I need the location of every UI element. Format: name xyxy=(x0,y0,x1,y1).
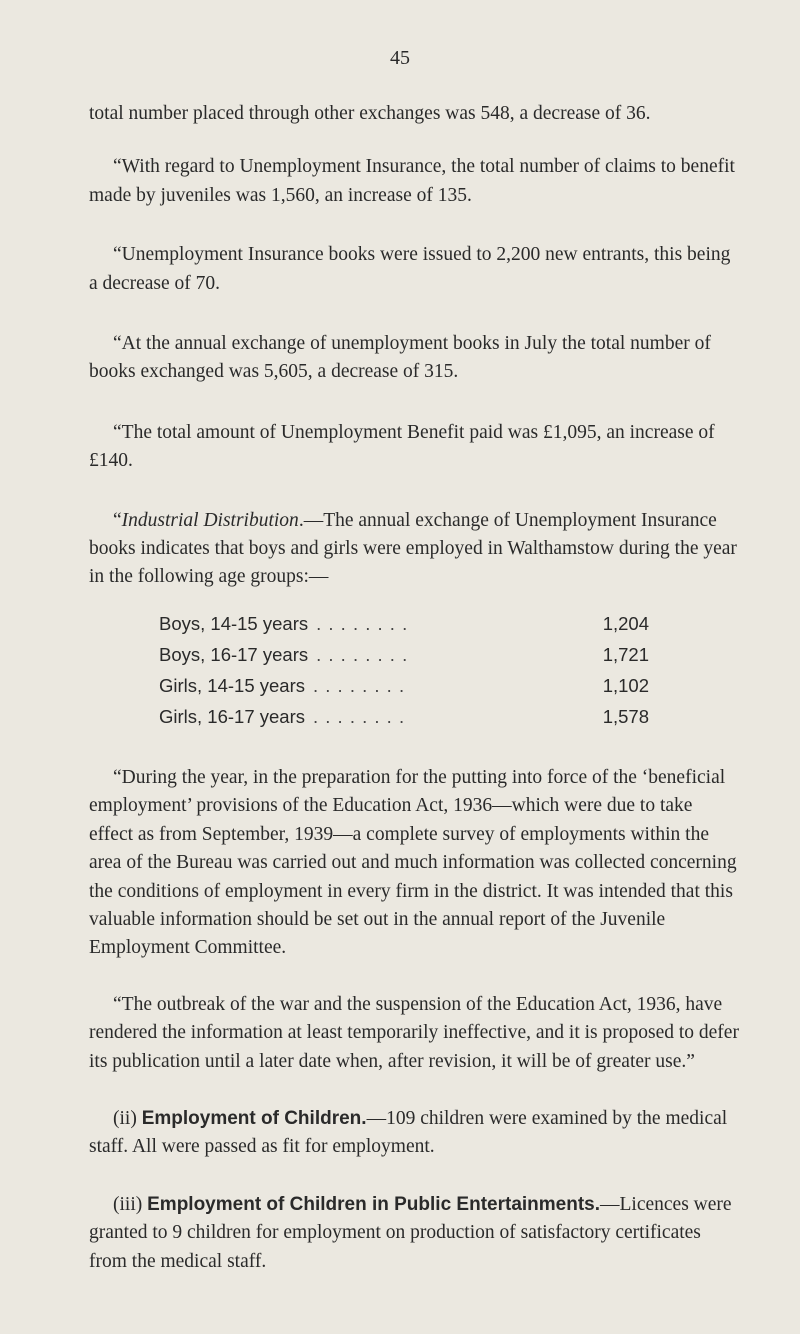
opening-quote: “ xyxy=(113,509,122,531)
leader-dots: . . . . . . . . xyxy=(316,612,409,634)
table-row xyxy=(159,641,649,672)
section-heading: Employment of Children. xyxy=(141,1107,367,1129)
age-group-label: Girls, 16-17 years xyxy=(159,705,305,727)
section-heading: Employment of Children in Public Entertainments. xyxy=(147,1193,601,1215)
age-group-value: 1,721 xyxy=(602,643,649,665)
paragraph-survey: “During the year, in the preparation for the putting into force of the ‘beneficial employment’ provisions of the Education Act, 1936—which were due to take effect as from September, 1939—a complete survey of employments within the area of the Bureau was carried out and much information was collected concerning the conditions of employment in every firm in the district. It was intended that this valuable information should be set out in the annual report of the Juvenile Employment Committee. xyxy=(89,766,737,959)
leader-dots: . . . . . . . . xyxy=(313,705,406,727)
industrial-distribution-title: Industrial Distribution xyxy=(121,509,299,531)
paragraph-industrial-distribution xyxy=(89,507,741,592)
age-group-value: 1,204 xyxy=(602,612,649,634)
leader-dots: . . . . . . . . xyxy=(316,643,409,665)
table-row xyxy=(159,610,649,641)
leader-dots: . . . . . . . . xyxy=(313,674,406,696)
age-group-value: 1,578 xyxy=(602,705,649,727)
section-number: (iii) xyxy=(113,1193,143,1215)
table-row xyxy=(159,703,649,734)
paragraph-placements: total number placed through other exchanges was 548, a decrease of 36. xyxy=(89,103,651,124)
table-row xyxy=(159,672,649,703)
section-text: —109 children were examined by the medical staff. All were passed as fit for employment. xyxy=(89,1107,728,1158)
age-groups-table xyxy=(159,610,649,734)
age-group-label: Girls, 14-15 years xyxy=(159,674,305,696)
age-group-value: 1,102 xyxy=(602,674,649,696)
section-text: —Licences were granted to 9 children for employment on production of satisfactory certificates from the medical staff. xyxy=(89,1193,732,1272)
age-group-label: Boys, 16-17 years xyxy=(159,643,309,665)
industrial-distribution-text: .—The annual exchange of Unemployment Insurance books indicates that boys and girls were employed in Walthamstow during the year in the following age groups:— xyxy=(89,509,737,588)
section-number: (ii) xyxy=(113,1107,137,1129)
page-number: 45 xyxy=(390,47,410,69)
paragraph-benefit-paid: “The total amount of Unemployment Benefit paid was £1,095, an increase of £140. xyxy=(89,421,715,472)
section-employment-of-children xyxy=(89,1105,741,1162)
section-public-entertainments xyxy=(89,1191,741,1276)
paragraph-annual-exchange: “At the annual exchange of unemployment books in July the total number of books exchanged was 5,605, a decrease of 315. xyxy=(89,333,711,383)
page-body xyxy=(89,100,741,1276)
age-group-label: Boys, 14-15 years xyxy=(159,612,309,634)
paragraph-unemployment-claims: “With regard to Unemployment Insurance, the total number of claims to benefit made by juveniles was 1,560, an increase of 135. xyxy=(89,156,735,206)
paragraph-insurance-books: “Unemployment Insurance books were issued to 2,200 new entrants, this being a decrease of 70. xyxy=(89,244,731,294)
paragraph-outbreak: “The outbreak of the war and the suspension of the Education Act, 1936, have rendered the information at least temporarily ineffective, and it is proposed to defer its publication until a later date when, after revision, it will be of greater use.” xyxy=(89,993,739,1072)
